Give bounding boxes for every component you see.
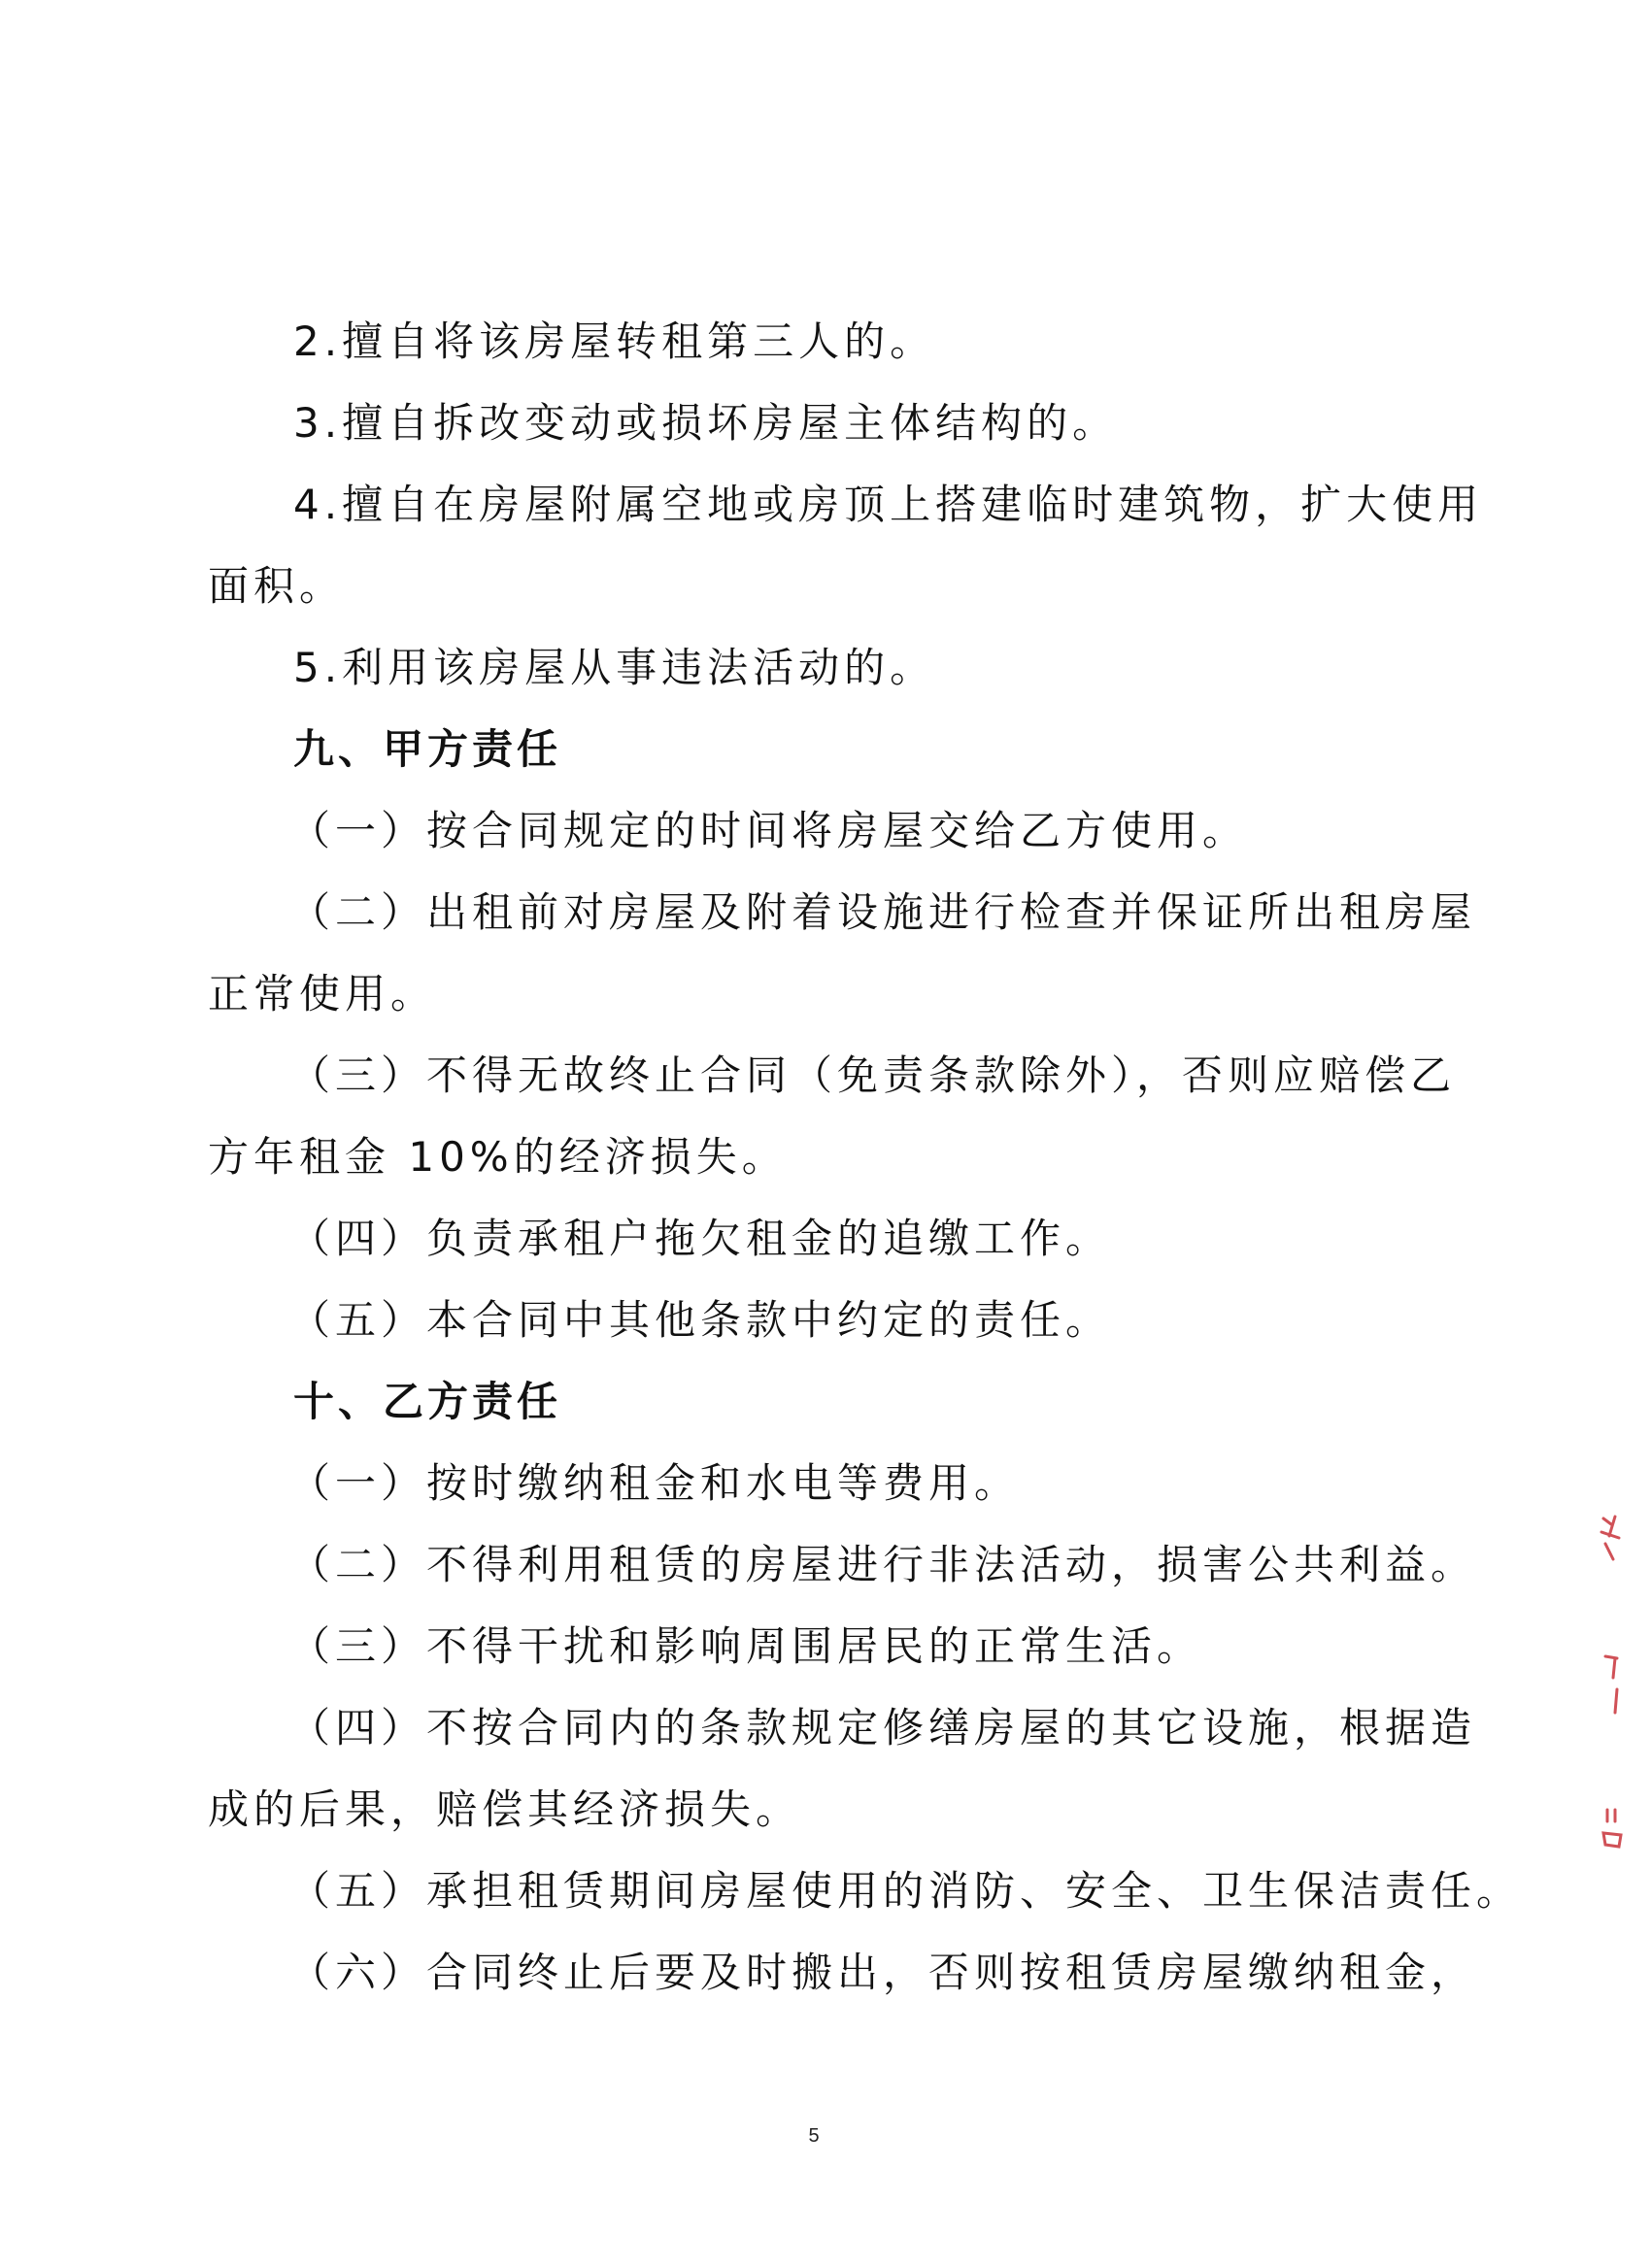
party-a-duty-1: （一）按合同规定的时间将房屋交给乙方使用。	[289, 807, 1249, 854]
clause-item-4: 4.擅自在房屋附属空地或房顶上搭建临时建筑物，扩大使用	[293, 481, 1484, 528]
party-a-duty-2-continued: 正常使用。	[208, 970, 437, 1017]
party-b-duty-2: （二）不得利用租赁的房屋进行非法活动，损害公共利益。	[289, 1541, 1477, 1588]
seal-fragment-bottom	[1598, 1806, 1627, 1860]
party-b-duty-3: （三）不得干扰和影响周围居民的正常生活。	[289, 1622, 1203, 1670]
party-a-duty-3: （三）不得无故终止合同（免责条款除外），否则应赔偿乙	[289, 1051, 1457, 1099]
seal-fragment-middle	[1598, 1651, 1627, 1724]
clause-item-3: 3.擅自拆改变动或损坏房屋主体结构的。	[293, 399, 1119, 447]
party-b-duty-4: （四）不按合同内的条款规定修缮房屋的其它设施，根据造	[289, 1704, 1477, 1751]
clause-item-4-continued: 面积。	[208, 562, 346, 610]
page-number: 5	[808, 2125, 820, 2147]
party-b-duty-6: （六）合同终止后要及时搬出，否则按租赁房屋缴纳租金，	[289, 1949, 1477, 1996]
party-b-duty-5: （五）承担租赁期间房屋使用的消防、安全、卫生保洁责任。	[289, 1867, 1523, 1915]
clause-item-5: 5.利用该房屋从事违法活动的。	[293, 644, 936, 691]
section-heading-party-a: 九、甲方责任	[293, 725, 562, 773]
party-b-duty-4-continued: 成的后果，赔偿其经济损失。	[208, 1785, 802, 1833]
section-heading-party-b: 十、乙方责任	[293, 1378, 562, 1425]
party-a-duty-5: （五）本合同中其他条款中约定的责任。	[289, 1296, 1112, 1344]
seal-fragment-top	[1598, 1515, 1627, 1569]
party-a-duty-4: （四）负责承租户拖欠租金的追缴工作。	[289, 1215, 1112, 1262]
party-b-duty-1: （一）按时缴纳租金和水电等费用。	[289, 1459, 1021, 1507]
party-a-duty-3-continued: 方年租金 10%的经济损失。	[208, 1133, 788, 1181]
clause-item-2: 2.擅自将该房屋转租第三人的。	[293, 317, 936, 365]
party-a-duty-2: （二）出租前对房屋及附着设施进行检查并保证所出租房屋	[289, 888, 1477, 936]
